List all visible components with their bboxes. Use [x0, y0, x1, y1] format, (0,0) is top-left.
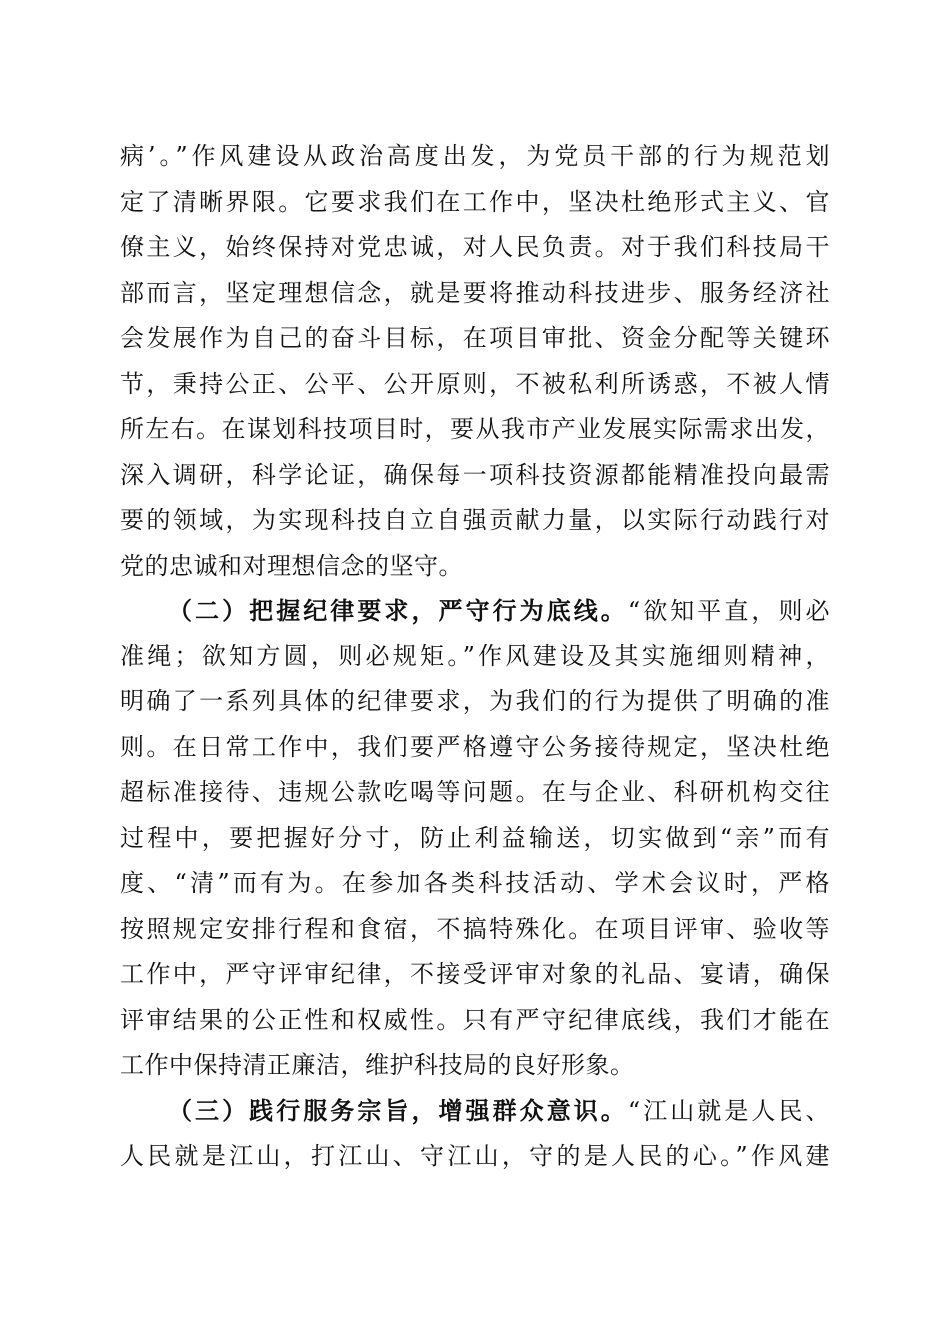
text-line: 则。在日常工作中，我们要严格遵守公务接待规定，坚决杜绝 [120, 732, 830, 761]
paragraph-1 [120, 134, 830, 589]
text-line: 度、“清”而有为。在参加各类科技活动、学术会议时，严格 [120, 869, 830, 897]
paragraph-2 [120, 588, 830, 1089]
text-line: 节，秉持公正、公平、公开原则，不被私利所诱惑，不被人情 [120, 369, 830, 398]
text-line: 明确了一系列具体的纪律要求，为我们的行为提供了明确的准 [120, 687, 830, 715]
section-heading-3: （三）践行服务宗旨，增强群众意识。 [168, 1096, 628, 1125]
text-line: 党的忠诚和对理想信念的坚守。 [120, 551, 463, 580]
text-line: 会发展作为自己的奋斗目标，在项目审批、资金分配等关键环 [120, 324, 830, 352]
text-line: 工作中，严守评审纪律，不接受评审对象的礼品、宴请，确保 [120, 960, 830, 988]
text-line: 按照规定安排行程和食宿，不搞特殊化。在项目评审、验收等 [120, 914, 830, 943]
text-line: 定了清晰界限。它要求我们在工作中，坚决杜绝形式主义、官 [120, 187, 830, 216]
text-line: 人民就是江山，打江山、守江山，守的是人民的心。”作风建 [120, 1141, 830, 1170]
text-line: 评审结果的公正性和权威性。只有严守纪律底线，我们才能在 [120, 1005, 830, 1034]
text-span: “江山就是人民、 [627, 1097, 830, 1125]
text-line: 僚主义，始终保持对党忠诚，对人民负责。对于我们科技局干 [120, 233, 830, 261]
text-line: 工作中保持清正廉洁，维护科技局的良好形象。 [120, 1051, 635, 1079]
paragraph-2-first-line [120, 588, 830, 634]
text-line: 病’。”作风建设从政治高度出发，为党员干部的行为规范划 [120, 142, 830, 170]
text-span: “欲知平直，则必 [627, 597, 830, 625]
text-line: 准绳；欲知方圆，则必规矩。”作风建设及其实施细则精神， [120, 641, 830, 670]
paragraph-3 [120, 1088, 830, 1179]
text-line: 深入调研，科学论证，确保每一项科技资源都能精准投向最需 [120, 460, 830, 489]
paragraph-3-first-line [120, 1088, 830, 1134]
text-line: 所左右。在谋划科技项目时，要从我市产业发展实际需求出发， [120, 415, 830, 443]
section-heading-2: （二）把握纪律要求，严守行为底线。 [168, 596, 628, 625]
text-line: 部而言，坚定理想信念，就是要将推动科技进步、服务经济社 [120, 278, 830, 307]
text-line: 要的领域，为实现科技自立自强贡献力量，以实际行动践行对 [120, 506, 830, 534]
text-line: 过程中，要把握好分寸，防止利益输送，切实做到“亲”而有 [120, 823, 830, 852]
text-line: 超标准接待、违规公款吃喝等问题。在与企业、科研机构交往 [120, 778, 830, 806]
